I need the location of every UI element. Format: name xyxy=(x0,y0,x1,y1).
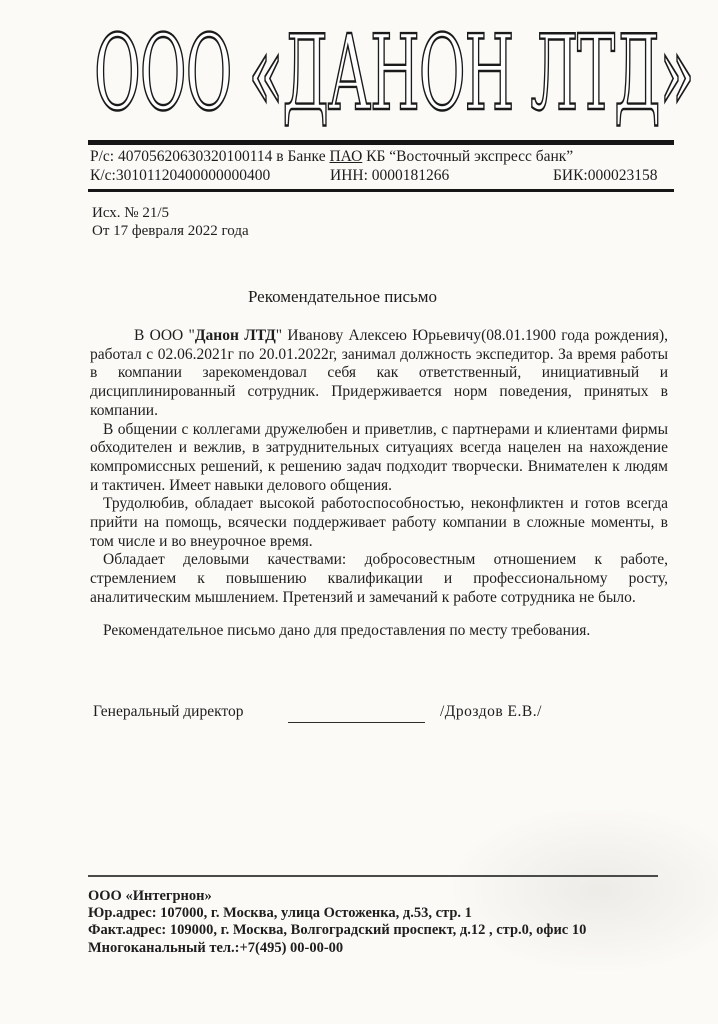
outgoing-number: Исх. № 21/5 xyxy=(92,205,170,221)
paragraph-intro-suffix: " Иванову Алексею Юрьевичу(08.01.1900 года рождения), работал с 02.06.2021г по 20.01.2022г, занимал должность экспедитор. За время работы в компании зарекомендовал себя как ответственный, инициативный и дисциплинированный сотрудник. Придерживается норм поведения, принятых в компании. xyxy=(90,327,669,419)
bank-account-prefix: Р/с: 40705620630320100114 в Банке xyxy=(90,148,330,165)
letter-body xyxy=(90,327,668,640)
bik-value: БИК:000023158 xyxy=(553,167,658,184)
footer-block xyxy=(88,888,668,957)
signature-blank-line xyxy=(288,722,425,723)
footer-phone: Многоканальный тел.:+7(495) 00-00-00 xyxy=(88,939,344,956)
bank-account-line xyxy=(90,148,674,166)
bank-name-underlined: ПАО xyxy=(329,148,363,165)
paragraph-intro xyxy=(90,327,668,421)
letterhead-divider-thin xyxy=(88,189,674,192)
footer-company: ООО «Интегрнон» xyxy=(88,888,212,904)
letter-date: От 17 февраля 2022 года xyxy=(92,223,249,239)
correspondent-account: К/с:30101120400000000400 xyxy=(90,167,271,184)
footer-divider xyxy=(88,875,658,877)
paragraph-communication: В общении с коллегами дружелюбен и приветлив, с партнерами и клиентами фирмы обходителен и вежлив, в затруднительных ситуациях всегда нацелен на нахождение компромиссных решений, к решению задач подходит творчески. Внимателен к людям и тактичен. Имеет навыки делового общения. xyxy=(90,420,668,494)
signature-name: /Дроздов Е.В./ xyxy=(440,703,542,720)
paragraph-intro-prefix: В ООО " xyxy=(134,327,195,344)
signature-position: Генеральный директор xyxy=(93,703,244,720)
paragraph-qualities: Обладает деловыми качествами: добросовестным отношением к работе, стремлением к повышению квалификации и профессиональному росту, аналитическим мышлением. Претензий и замечаний к работе сотрудника не было. xyxy=(90,551,668,606)
company-name-inline: Данон ЛТД xyxy=(194,327,276,344)
bank-account-suffix: КБ “Восточный экспресс банк” xyxy=(362,148,574,165)
footer-legal-address: Юр.адрес: 107000, г. Москва, улица Остоженка, д.53, стр. 1 xyxy=(88,905,472,922)
company-logo-text: ООО «ДАНОН ЛТД» xyxy=(94,12,694,134)
letter-title: Рекомендательное письмо xyxy=(247,287,438,306)
letterhead-divider-thick xyxy=(88,140,674,145)
footer-actual-address: Факт.адрес: 109000, г. Москва, Волгоградский проспект, д.12 , стр.0, офис 10 xyxy=(88,922,587,939)
letterhead xyxy=(94,12,694,138)
paragraph-purpose: Рекомендательное письмо дано для предоставления по месту требования. xyxy=(103,621,591,639)
inn-value: ИНН: 0000181266 xyxy=(330,167,450,184)
paragraph-diligence: Трудолюбив, обладает высокой работоспособностью, неконфликтен и готов всегда прийти на помощь, всячески поддерживает работу компании в сложные моменты, в том числе и во внеурочное время. xyxy=(90,495,668,550)
